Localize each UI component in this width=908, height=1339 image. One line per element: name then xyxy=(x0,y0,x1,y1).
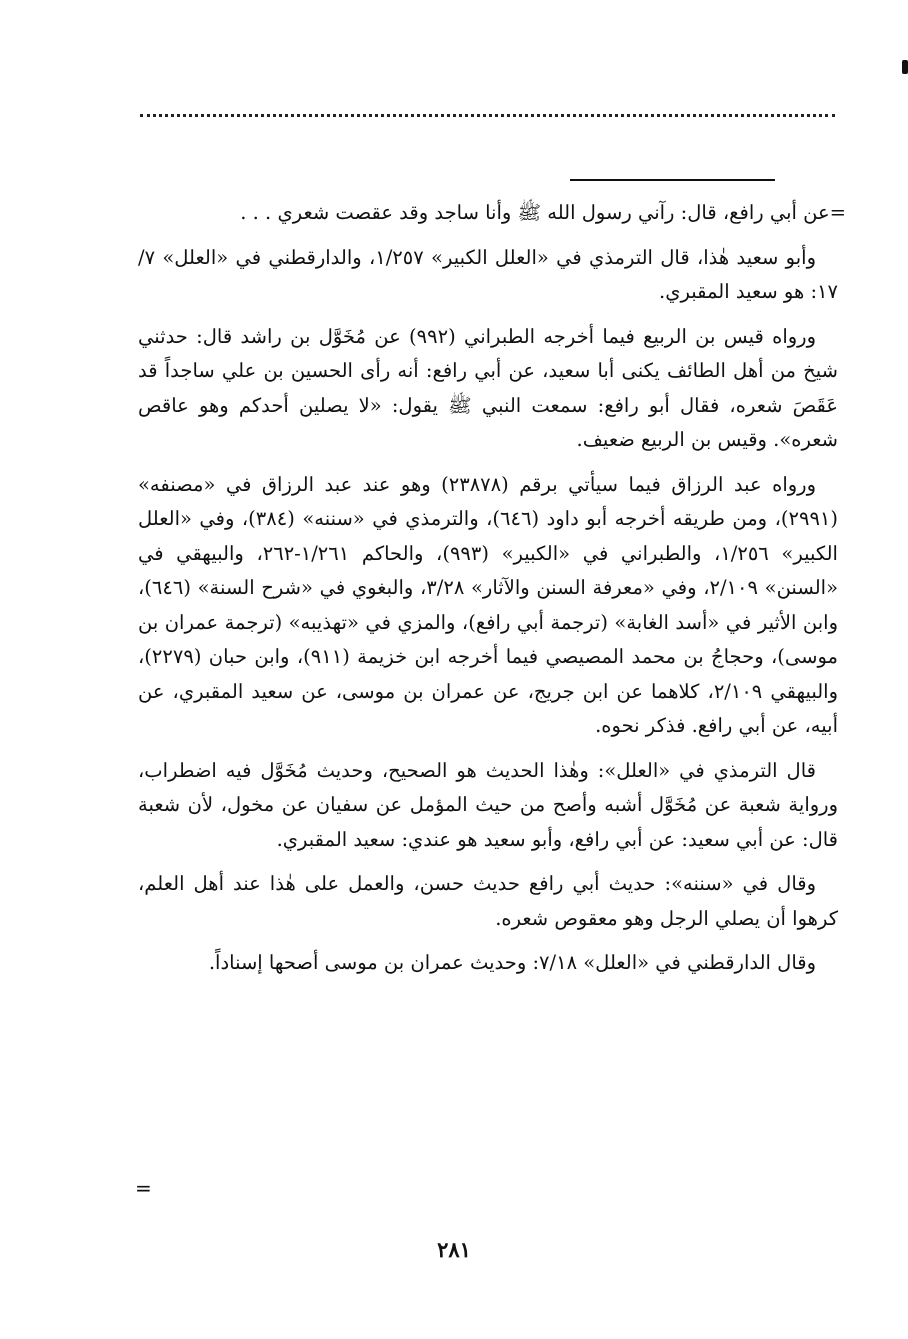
dotted-separator xyxy=(140,114,835,117)
footnote-paragraph: ورواه قيس بن الربيع فيما أخرجه الطبراني (٩٩٢) عن مُخَوَّل بن راشد قال: حدثني شيخ من أهل الطائف يكنى أبا سعيد، عن أبي رافع: أنه رأى الحسين بن علي ساجداً قد عَقَصَ شعره، فقال أبو رافع: سمعت النبي ﷺ يقول: «لا يصلين أحدكم وهو عاقص شعره». وقيس بن الربيع ضعيف. xyxy=(138,324,838,451)
footnote-paragraph: وأبو سعيد هٰذا، قال الترمذي في «العلل الكبير» ١/٢٥٧، والدارقطني في «العلل» ٧/ ١٧: هو سعيد المقبري. xyxy=(138,245,838,303)
continuation-mark: = xyxy=(135,1176,152,1200)
footnote-text xyxy=(138,196,846,991)
footnote-paragraph: ورواه عبد الرزاق فيما سيأتي برقم (٢٣٨٧٨) وهو عند عبد الرزاق في «مصنفه» (٢٩٩١)، ومن طريقه أخرجه أبو داود (٦٤٦)، والترمذي في «سننه» (٣٨٤)، وفي «العلل الكبير» ١/٢٥٦، والطبراني في «الكبير» (٩٩٣)، والحاكم ١/٢٦١-٢٦٢، والبيهقي في «السنن» ٢/١٠٩، وفي «معرفة السنن والآثار» ٣/٢٨، والبغوي في «شرح السنة» (٦٤٦)، وابن الأثير في «أسد الغابة» (ترجمة أبي رافع)، والمزي في «تهذيبه» (ترجمة عمران بن موسى)، وحجاجُ بن محمد المصيصي فيما أخرجه ابن خزيمة (٩١١)، وابن حبان (٢٢٧٩)، والبيهقي ٢/١٠٩، كلاهما عن ابن جريج، عن عمران بن موسى، عن سعيد المقبري، عن أبيه، عن أبي رافع. فذكر نحوه. xyxy=(138,472,839,737)
footnote-paragraph: قال الترمذي في «العلل»: وهٰذا الحديث هو الصحيح، وحديث مُخَوَّل فيه اضطراب، ورواية شعبة عن مُخَوَّل أشبه وأصح من حيث المؤمل عن سفيان عن مخول، لأن شعبة قال: عن أبي سعيد: عن أبي رافع، وأبو سعيد هو عندي: سعيد المقبري. xyxy=(138,758,838,851)
footnote-separator-line xyxy=(570,179,775,181)
footnote-paragraph: =عن أبي رافع، قال: رآني رسول الله ﷺ وأنا ساجد وقد عقصت شعري . . . xyxy=(240,201,846,224)
page-number: ٢٨١ xyxy=(437,1237,471,1262)
footnote-paragraph: وقال في «سننه»: حديث أبي رافع حديث حسن، والعمل على هٰذا عند أهل العلم، كرهوا أن يصلي الرجل وهو معقوص شعره. xyxy=(138,872,838,930)
footnote-paragraph: وقال الدارقطني في «العلل» ٧/١٨: وحديث عمران بن موسى أصحها إسناداً. xyxy=(208,951,816,974)
margin-mark xyxy=(902,60,908,74)
